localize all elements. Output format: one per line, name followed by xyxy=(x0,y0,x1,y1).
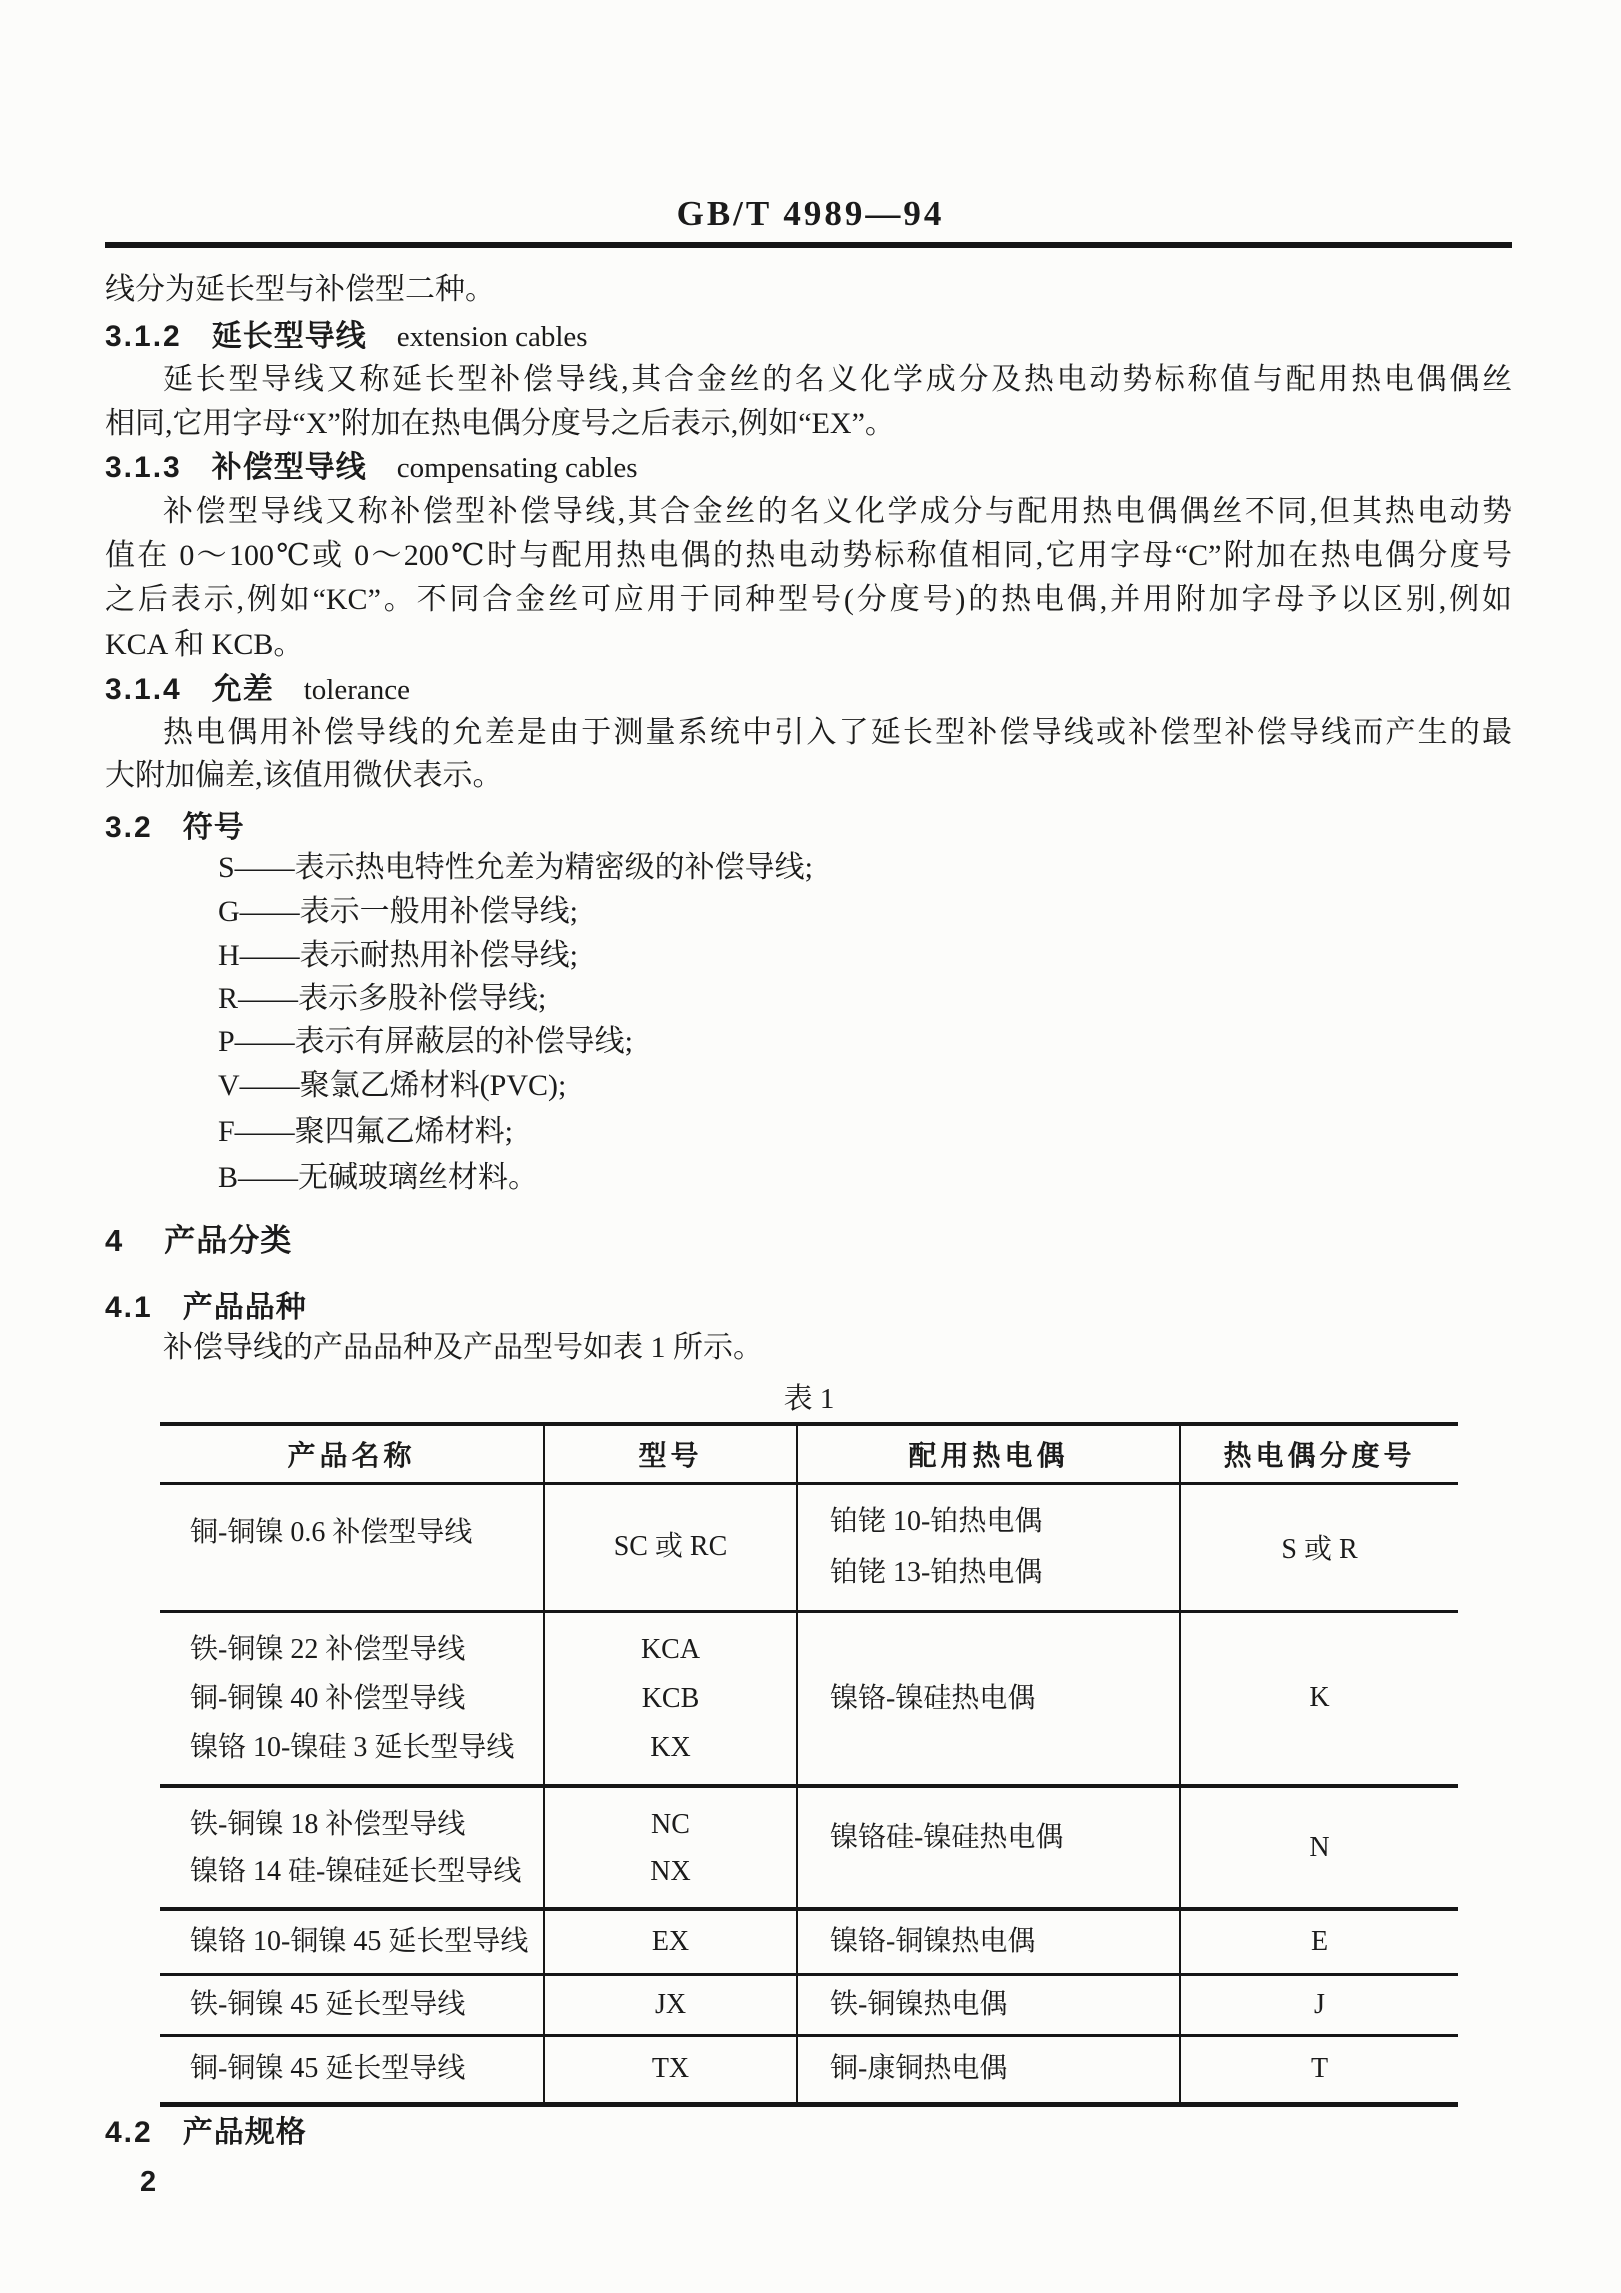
product-name-cell: 铁-铜镍 45 延长型导线 xyxy=(190,1988,466,2020)
clause-32-heading xyxy=(105,809,1512,847)
product-name-cell: 镍铬 14 硅-镍硅延长型导线 xyxy=(190,1855,522,1887)
graduation-cell: S 或 R xyxy=(1180,1483,1458,1611)
header-rule xyxy=(105,242,1512,248)
graduation-cell: K xyxy=(1180,1611,1458,1786)
symbol-line: B——无碱玻璃丝材料。 xyxy=(218,1161,539,1194)
clause-313-heading xyxy=(105,449,1512,487)
product-name-cell: 铜-铜镍 0.6 补偿型导线 xyxy=(190,1516,473,1548)
body-line: 值在 0～100℃或 0～200℃时与配用热电偶的热电动势标称值相同,它用字母“C”附加在热电偶分度号 xyxy=(105,539,1512,572)
symbol-line: G——表示一般用补偿导线; xyxy=(218,895,578,928)
clause-number: 3.1.4 xyxy=(105,673,182,706)
body-line: 之后表示,例如“KC”。不同合金丝可应用于同种型号(分度号)的热电偶,并用附加字母予以区别,例如 xyxy=(105,583,1512,616)
graduation-cell: E xyxy=(1180,1909,1458,1974)
symbol-line: S——表示热电特性允差为精密级的补偿导线; xyxy=(218,851,814,884)
intro-line: 线分为延长型与补偿型二种。 xyxy=(105,273,495,306)
clause-314-heading xyxy=(105,671,1512,709)
table-row xyxy=(160,2035,1458,2104)
body-line: 热电偶用补偿导线的允差是由于测量系统中引入了延长型补偿导线或补偿型补偿导线而产生的最 xyxy=(163,716,1512,749)
clause-title-zh: 补偿型导线 xyxy=(211,451,367,484)
table-row xyxy=(160,1611,1458,1786)
product-name-cell: 铜-铜镍 40 补偿型导线 xyxy=(190,1682,466,1714)
model-cell: TX xyxy=(651,2053,690,2084)
thermocouple-cell: 铂铑 13-铂热电偶 xyxy=(830,1557,1043,1588)
product-name-cell: 铁-铜镍 18 补偿型导线 xyxy=(190,1808,466,1840)
body-line: 相同,它用字母“X”附加在热电偶分度号之后表示,例如“EX”。 xyxy=(105,407,895,440)
clause-title-zh: 允差 xyxy=(211,673,274,706)
model-cell: SC 或 RC xyxy=(613,1531,728,1562)
product-table xyxy=(160,1422,1458,2107)
clause-312-heading xyxy=(105,318,1512,356)
model-cell: NC xyxy=(651,1808,690,1840)
graduation-cell: J xyxy=(1180,1974,1458,2035)
section-42-heading xyxy=(105,2114,1512,2152)
body-line: 补偿型导线又称补偿型补偿导线,其合金丝的名义化学成分与配用热电偶偶丝不同,但其热电动势 xyxy=(163,495,1512,528)
clause-title-zh: 符号 xyxy=(182,811,245,844)
body-line: 大附加偏差,该值用微伏表示。 xyxy=(105,759,503,792)
clause-title-en: extension cables xyxy=(396,321,588,353)
thermocouple-cell: 铜-康铜热电偶 xyxy=(830,2053,1008,2084)
model-cell: EX xyxy=(651,1925,690,1957)
thermocouple-cell: 铁-铜镍热电偶 xyxy=(830,1988,1008,2020)
model-cell: KCA xyxy=(640,1633,701,1665)
column-header-thermocouple: 配用热电偶 xyxy=(908,1440,1069,1472)
product-name-cell: 铜-铜镍 45 延长型导线 xyxy=(190,2053,466,2084)
clause-title-zh: 产品分类 xyxy=(164,1223,293,1258)
product-name-cell: 镍铬 10-铜镍 45 延长型导线 xyxy=(190,1925,529,1957)
clause-title-en: compensating cables xyxy=(396,452,638,484)
clause-title-zh: 产品品种 xyxy=(182,1291,307,1324)
product-name-cell: 镍铬 10-镍硅 3 延长型导线 xyxy=(190,1731,515,1763)
symbol-line: F——聚四氟乙烯材料; xyxy=(218,1115,514,1148)
column-header-graduation: 热电偶分度号 xyxy=(1180,1424,1458,1483)
model-cell: KX xyxy=(650,1731,691,1763)
thermocouple-cell: 铂铑 10-铂热电偶 xyxy=(830,1506,1043,1537)
section-41-text: 补偿导线的产品品种及产品型号如表 1 所示。 xyxy=(163,1331,763,1364)
clause-number: 3.1.3 xyxy=(105,451,182,484)
clause-number: 3.1.2 xyxy=(105,320,182,353)
clause-title-en: tolerance xyxy=(303,674,410,706)
clause-number: 4 xyxy=(105,1223,125,1258)
page-number: 2 xyxy=(140,2166,157,2198)
table-row xyxy=(160,1974,1458,2035)
body-line: KCA 和 KCB。 xyxy=(105,628,304,661)
model-cell: JX xyxy=(654,1988,687,2020)
column-header-product-name: 产品名称 xyxy=(287,1440,416,1472)
clause-number: 4.1 xyxy=(105,1291,153,1324)
symbol-line: P——表示有屏蔽层的补偿导线; xyxy=(218,1025,634,1058)
section-41-heading xyxy=(105,1289,1512,1327)
clause-number: 4.2 xyxy=(105,2116,153,2149)
table-caption: 表 1 xyxy=(783,1383,835,1415)
table-row xyxy=(160,1909,1458,1974)
graduation-cell: N xyxy=(1180,1786,1458,1909)
model-cell: NX xyxy=(650,1855,691,1887)
body-line: 延长型导线又称延长型补偿导线,其合金丝的名义化学成分及热电动势标称值与配用热电偶偶丝 xyxy=(163,363,1512,396)
table-row xyxy=(160,1483,1458,1611)
thermocouple-cell: 镍铬-镍硅热电偶 xyxy=(830,1682,1036,1714)
model-cell: KCB xyxy=(641,1682,700,1714)
column-header-model: 型号 xyxy=(544,1424,797,1483)
doc-code: GB/T 4989—94 xyxy=(676,194,945,233)
clause-title-zh: 延长型导线 xyxy=(211,320,367,353)
table-row xyxy=(160,1786,1458,1909)
product-name-cell: 铁-铜镍 22 补偿型导线 xyxy=(190,1633,466,1665)
clause-title-zh: 产品规格 xyxy=(182,2116,307,2149)
clause-number: 3.2 xyxy=(105,811,153,844)
section-4-heading xyxy=(105,1222,1512,1260)
table-header-row xyxy=(160,1424,1458,1483)
thermocouple-cell: 镍铬硅-镍硅热电偶 xyxy=(830,1822,1064,1853)
graduation-cell: T xyxy=(1180,2035,1458,2104)
symbol-line: V——聚氯乙烯材料(PVC); xyxy=(218,1069,567,1102)
symbol-line: R——表示多股补偿导线; xyxy=(218,982,547,1015)
symbol-line: H——表示耐热用补偿导线; xyxy=(218,939,578,972)
thermocouple-cell: 镍铬-铜镍热电偶 xyxy=(830,1925,1036,1957)
